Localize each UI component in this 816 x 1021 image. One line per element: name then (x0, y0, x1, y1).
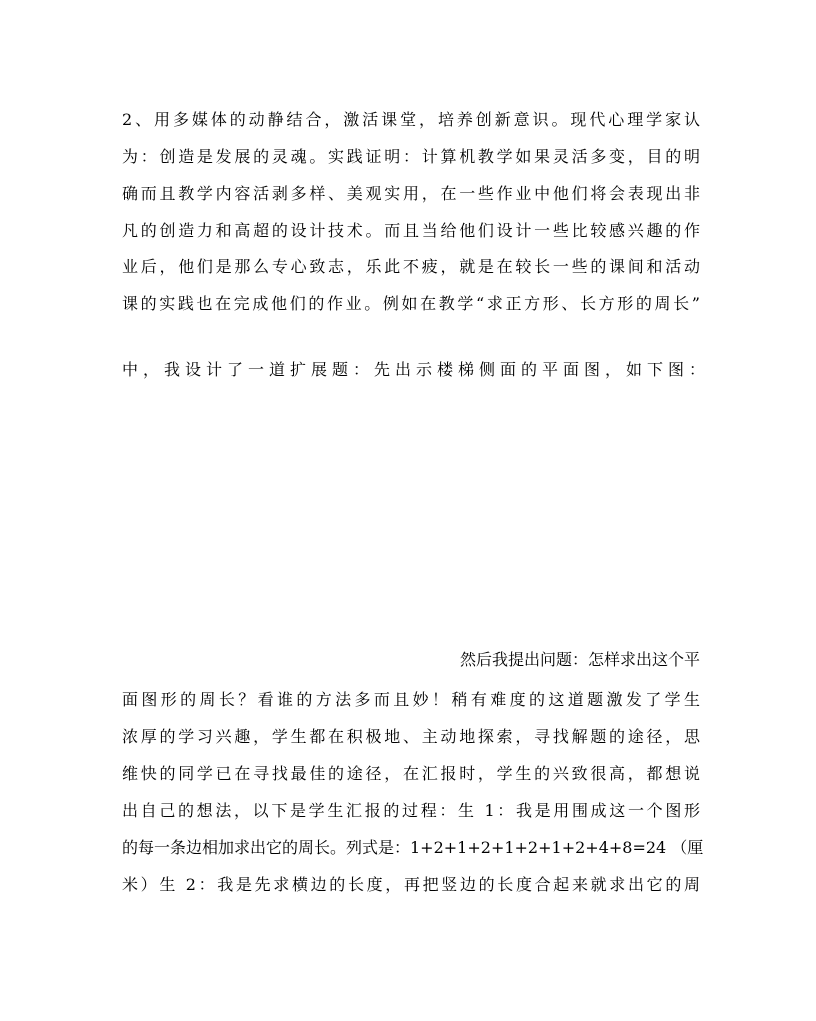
staircase-figure-placeholder (122, 400, 700, 630)
text-line: 浓厚的学习兴趣，学生都在积极地、主动地探索，寻找解题的途径，思 (122, 727, 700, 746)
text-line: 然后我提出问题：怎样求出这个平 (459, 650, 700, 669)
text-line: 米）生 2：我是先求横边的长度，再把竖边的长度合起来就求出它的周 (122, 875, 700, 894)
text-line: 课的实践也在完成他们的作业。例如在教学“求正方形、长方形的周长” (122, 294, 700, 313)
text-line: 中，我设计了一道扩展题：先出示楼梯侧面的平面图，如下图： (122, 360, 711, 379)
text-line: 出自己的想法，以下是学生汇报的过程：生 1：我是用围成这一个图形 (122, 801, 700, 820)
text-line: 为：创造是发展的灵魂。实践证明：计算机教学如果灵活多变，目的明 (122, 147, 700, 166)
text-line: 业后，他们是那么专心致志，乐此不疲，就是在较长一些的课间和活动 (122, 257, 700, 276)
text-line: 维快的同学已在寻找最佳的途径，在汇报时，学生的兴致很高，都想说 (122, 764, 700, 783)
text-line: 确而且教学内容活剥多样、美观实用，在一些作业中他们将会表现出非 (122, 184, 700, 203)
text-line: 凡的创造力和高超的设计技术。而且当给他们设计一些比较感兴趣的作 (122, 221, 700, 240)
text-line: 的每一条边相加求出它的周长。列式是：1+2+1+2+1+2+1+2+4+8=24 （厘 (122, 838, 704, 857)
text-line: 2、用多媒体的动静结合，激活课堂，培养创新意识。现代心理学家认 (122, 110, 700, 129)
text-line: 面图形的周长？看谁的方法多而且妙！稍有难度的这道题激发了学生 (122, 690, 700, 709)
